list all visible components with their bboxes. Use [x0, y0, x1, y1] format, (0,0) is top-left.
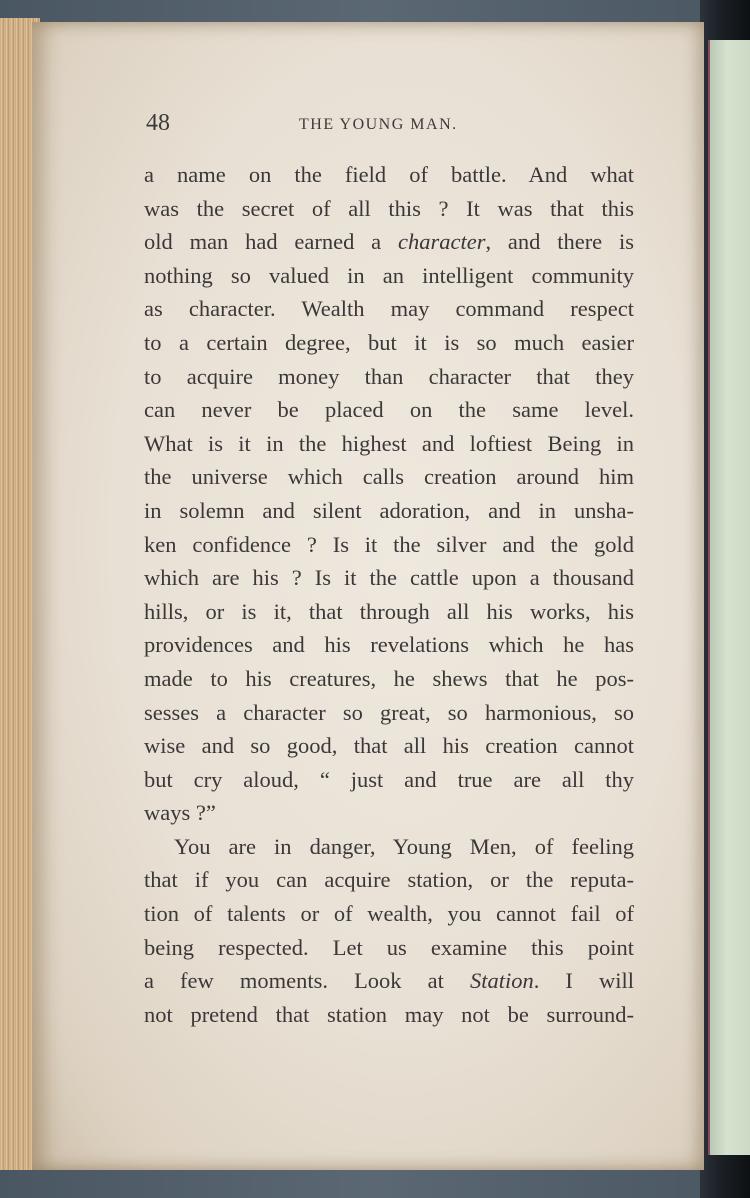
text-line: to acquire money than character that they — [144, 363, 634, 389]
text-line: providences and his revelations which he has — [144, 632, 634, 658]
text-line: hills, or is it, that through all his works, his — [144, 598, 634, 624]
text-line: in solemn and silent adoration, and in unsha- — [144, 497, 634, 523]
text-line: that if you can acquire station, or the reputa- — [144, 867, 634, 893]
text-line: as character. Wealth may command respect — [144, 296, 634, 322]
text-line: What is it in the highest and loftiest Being in — [144, 430, 634, 456]
text-line: but cry aloud, “ just and true are all thy — [144, 766, 634, 792]
text-line: sesses a character so great, so harmonious, so — [144, 699, 634, 725]
text-line: a few moments. Look at Station. I will — [144, 968, 634, 994]
text-line: was the secret of all this ? It was that this — [144, 195, 634, 221]
text-line: nothing so valued in an intelligent community — [144, 262, 634, 288]
text-line: which are his ? Is it the cattle upon a thousand — [144, 565, 634, 591]
text-line: a name on the field of battle. And what — [144, 162, 634, 187]
text-line: ken confidence ? Is it the silver and the gold — [144, 531, 634, 557]
text-line: can never be placed on the same level. — [144, 397, 634, 423]
text-line: the universe which calls creation around him — [144, 464, 634, 490]
text-line: ways ?” — [144, 800, 216, 826]
text-line: not pretend that station may not be surround- — [144, 1001, 634, 1027]
emphasis: character — [397, 229, 486, 255]
text-line: made to his creatures, he shews that he pos- — [144, 665, 634, 691]
text-line: wise and so good, that all his creation cannot — [144, 733, 634, 759]
text-line: tion of talents or of wealth, you cannot fail of — [144, 901, 634, 927]
page-number: 48 — [146, 110, 170, 136]
text-line: You are in danger, Young Men, of feeling — [174, 833, 634, 859]
emphasis: Station — [469, 968, 534, 994]
text-line: old man had earned a character, and there is — [144, 229, 634, 255]
text-line: being respected. Let us examine this point — [144, 934, 634, 960]
text-line: to a certain degree, but it is so much easier — [144, 329, 634, 355]
body-text — [144, 158, 634, 1031]
running-head: THE YOUNG MAN. — [299, 116, 458, 133]
adjacent-page — [708, 40, 750, 1155]
